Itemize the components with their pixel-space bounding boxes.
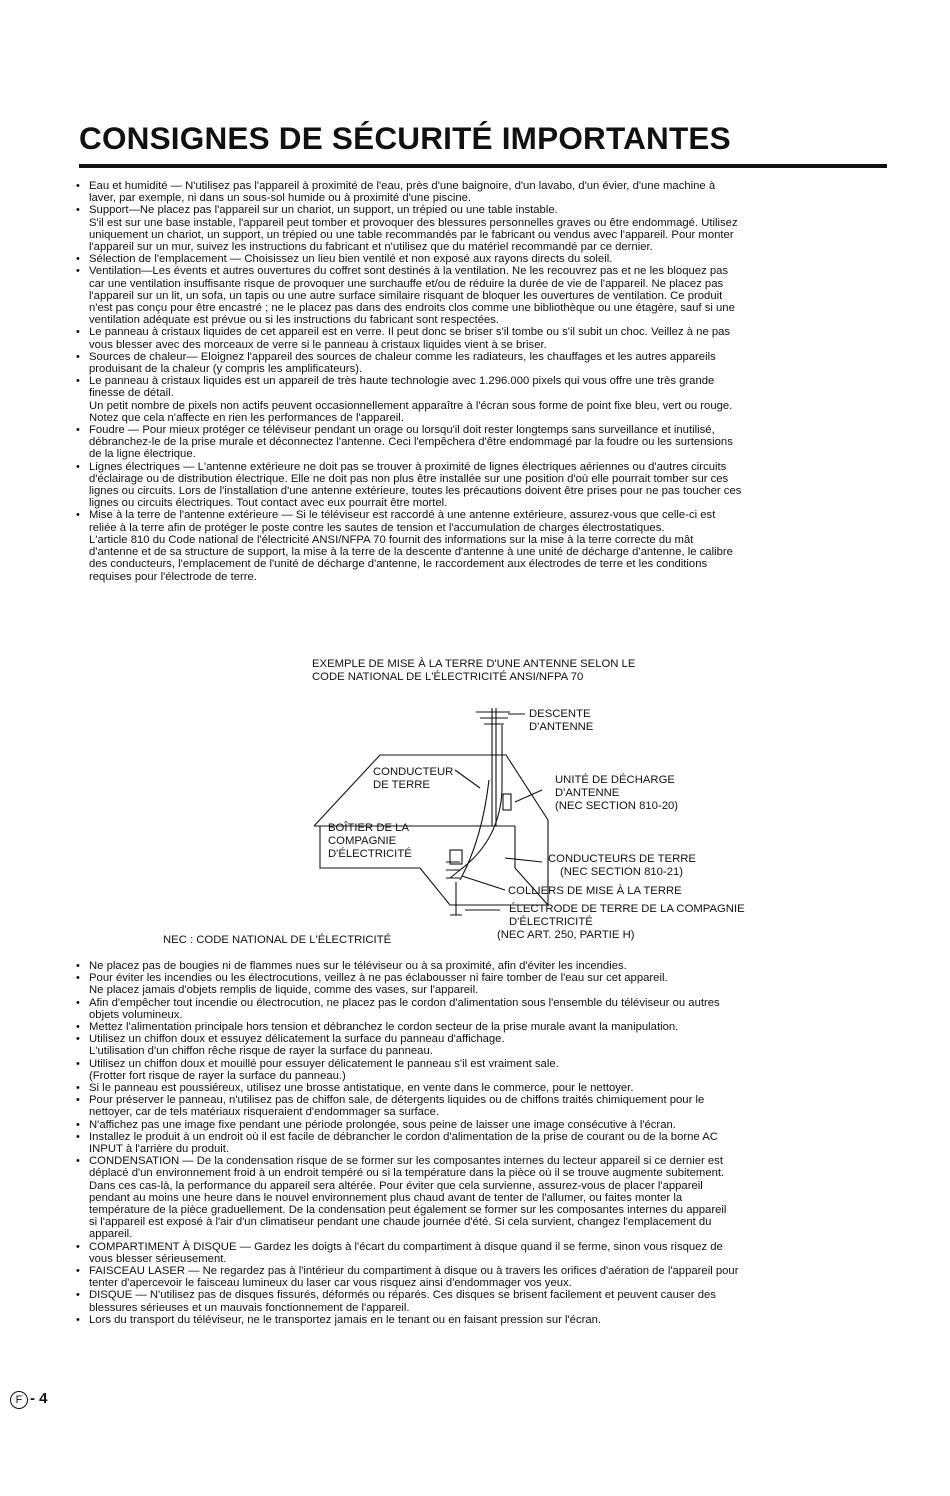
list-item-line: d'éclairage ou de distribution électrique. Elle ne doit pas non plus être installée sur une position d'où elle pourrait tomber sur ces — [89, 472, 729, 485]
list-item — [89, 1021, 889, 1033]
list-item — [89, 375, 889, 424]
language-circle-icon: F — [10, 1391, 28, 1409]
leader-unite — [515, 790, 542, 802]
list-item-line: lignes ou circuits. Lors de l'installation d'une antenne extérieure, toutes les précautions doivent être prises pour ne pas toucher ces — [89, 485, 742, 498]
figure-caption-line: EXEMPLE DE MISE À LA TERRE D'UNE ANTENNE SELON LE — [312, 658, 636, 670]
label-boitier-line: COMPAGNIE — [328, 835, 397, 847]
list-item-line: • FAISCEAU LASER — Ne regardez pas à l'intérieur du compartiment à disque ou à travers les orifices d'aération de l'appareil pour — [89, 1265, 739, 1278]
list-item-line: déplacé d'un environnement froid à un endroit tempéré ou si la température dans la pièce où il se trouve augmente subitement. — [89, 1167, 725, 1180]
list-item-line: ventilation adéquate est prévue ou si les instructions du fabricant sont respectées. — [89, 314, 500, 327]
list-item-line: • DISQUE — N'utilisez pas de disques fissurés, déformés ou réparés. Ces disques se brisent facilement et peuvent causer des — [89, 1289, 716, 1302]
list-item-line: laver, par exemple, ni dans un sous-sol humide ou à proximité d'une piscine. — [89, 192, 472, 205]
list-item-line: • Sources de chaleur— Eloignez l'appareil des sources de chaleur comme les radiateurs, les chauffages et les autres appareils — [89, 350, 716, 363]
list-item-line: • Mettez l'alimentation principale hors tension et débranchez le cordon secteur de la prise murale avant la manipulation. — [89, 1021, 679, 1034]
list-item-line: nettoyer, car de tels matériaux risqueraient d'endommager sa surface. — [89, 1106, 440, 1119]
list-item-line: uniquement un chariot, un support, un trépied ou une table recommandés par le fabricant ou vendus avec l'appareil. Pour monter — [89, 228, 734, 241]
list-item-line: L'article 810 du Code national de l'électricité ANSI/NFPA 70 fournit des informations sur la mise à la terre correcte du mât — [89, 533, 694, 546]
list-item — [89, 265, 889, 326]
list-item-line: blessures sérieuses et un mauvais fonctionnement de l'appareil. — [89, 1301, 410, 1314]
list-item-line: finesse de détail. — [89, 387, 174, 400]
list-item — [89, 204, 889, 253]
list-item-line: • Ne placez pas de bougies ni de flammes nues sur le téléviseur ou à sa proximité, afin d'éviter les incendies. — [89, 960, 627, 972]
list-item-line: requises pour l'électrode de terre. — [89, 570, 257, 583]
list-item — [89, 1265, 889, 1289]
list-item-line: Ne placez jamais d'objets remplis de liquide, comme des vases, sur l'appareil. — [89, 984, 479, 997]
antenna-elements — [476, 712, 510, 724]
label-conducteurs-line: CONDUCTEURS DE TERRE — [548, 853, 696, 865]
list-item — [89, 509, 889, 582]
list-item-line: • Pour préserver le panneau, n'utilisez pas de chiffon sale, de détergents liquides ou de chiffons traités chimiquement pour le — [89, 1094, 705, 1107]
list-item — [89, 253, 889, 265]
grounding-electrode — [450, 882, 462, 915]
list-item — [89, 326, 889, 350]
list-item-line: • Lignes électriques — L'antenne extérieure ne doit pas se trouver à proximité de lignes électriques aériennes ou d'autres circuits — [89, 460, 727, 473]
list-item — [89, 1058, 889, 1082]
list-item — [89, 461, 889, 510]
list-item-line: • Installez le produit à un endroit où il est facile de débrancher le cordon d'alimentation de la prise de courant ou de la borne AC — [89, 1130, 718, 1143]
label-boitier-line: D'ÉLECTRICITÉ — [328, 848, 412, 860]
title-underline — [79, 164, 887, 168]
label-descente — [529, 708, 593, 734]
label-boitier-line: BOÎTIER DE LA — [328, 822, 409, 834]
list-item-line: • COMPARTIMENT À DISQUE — Gardez les doigts à l'écart du compartiment à disque quand il se ferme, sinon vous risquez de — [89, 1240, 723, 1253]
label-descente-line: DESCENTE — [529, 708, 591, 720]
list-item-line: L'utilisation d'un chiffon rêche risque de rayer la surface du panneau. — [89, 1045, 433, 1058]
list-item-line: • Mise à la terre de l'antenne extérieure — Si le téléviseur est raccordé à une antenne extérieure, assurez-vous que celle-ci est — [89, 509, 716, 522]
list-item-line: produisant de la chaleur (y compris les amplificateurs). — [89, 363, 363, 376]
label-conducteur-line: DE TERRE — [373, 779, 430, 791]
list-item-line: température de la pièce graduellement. De la condensation peut également se former sur les composantes internes du appareil — [89, 1204, 727, 1217]
list-item-line: INPUT à l'arrière du produit. — [89, 1143, 230, 1156]
label-electrode-line: ÉLECTRODE DE TERRE DE LA COMPAGNIE — [509, 903, 745, 915]
label-conducteurs-line: (NEC SECTION 810-21) — [560, 866, 684, 878]
list-item-line: Dans ces cas-là, la performance du appareil sera altérée. Pour éviter que cela survienne, assurez-vous de placer l'appareil — [89, 1179, 703, 1192]
list-item-line: lignes ou circuits électriques. Tout contact avec eux pourrait être mortel. — [89, 497, 448, 510]
list-item — [89, 424, 889, 461]
list-item — [89, 1241, 889, 1265]
label-unite-decharge — [555, 774, 678, 813]
list-item — [89, 1289, 889, 1313]
list-item-line: • Afin d'empêcher tout incendie ou électrocution, ne placez pas le cordon d'alimentation sous l'ensemble du téléviseur ou autres — [89, 996, 720, 1009]
list-item-line: d'antenne et de sa structure de support, la mise à la terre de la descente d'antenne à une unité de décharge d'antenne, le calibre — [89, 546, 733, 559]
list-item-line: l'appareil sur un lit, un sofa, un tapis ou une autre surface similaire risquant de bloquer les ouvertures de ventilation. Ce produit — [89, 289, 723, 302]
list-item-line: • Pour éviter les incendies ou les électrocutions, veillez à ne pas éclabousser ni faire tomber de l'eau sur cet appareil. — [89, 972, 668, 985]
list-item — [89, 960, 889, 972]
label-conducteur-line: CONDUCTEUR — [373, 766, 454, 778]
list-item — [89, 1155, 889, 1240]
list-item-line: reliée à la terre afin de protéger le poste contre les sautes de tension et l'accumulation de charges électrostatiques. — [89, 521, 665, 534]
list-item-line: tenter d'apercevoir le faisceau lumineux du laser car vous risquez ainsi d'endommager vos yeux. — [89, 1277, 572, 1290]
label-electrode — [497, 903, 745, 942]
label-unite-line: (NEC SECTION 810-20) — [555, 800, 679, 812]
list-item-line: • Ventilation—Les évents et autres ouvertures du coffret sont destinés à la ventilation. Ne les recouvrez pas et ne les bloquez pas — [89, 265, 729, 278]
label-conducteur-de-terre — [373, 766, 453, 792]
list-item-line: • CONDENSATION — De la condensation risque de se former sur les composantes internes du lecteur appareil si ce dernier est — [89, 1155, 723, 1168]
label-electrode-line: (NEC ART. 250, PARTIE H) — [497, 929, 635, 941]
label-boitier — [328, 822, 412, 861]
list-item — [89, 1314, 889, 1326]
page-number — [10, 1390, 48, 1409]
list-item-line: vous blesser avec des morceaux de verre si le panneau à cristaux liquides vient à se briser. — [89, 338, 547, 351]
list-item — [89, 1094, 889, 1118]
list-item — [89, 1082, 889, 1094]
list-item — [89, 1119, 889, 1131]
list-item-line: • Lors du transport du téléviseur, ne le transportez jamais en le tenant ou en faisant pression sur l'écran. — [89, 1313, 602, 1326]
list-item-line: • Utilisez un chiffon doux et mouillé pour essuyer délicatement le panneau s'il est vraiment sale. — [89, 1057, 559, 1070]
list-item — [89, 997, 889, 1021]
list-item-line: • Support—Ne placez pas l'appareil sur un chariot, un support, un trépied ou une table instable. — [89, 204, 558, 217]
figure-caption-line: CODE NATIONAL DE L'ÉLECTRICITÉ ANSI/NFPA 70 — [312, 671, 584, 683]
list-item-line: car une ventilation insuffisante risque de provoquer une surchauffe et/ou de réduire la durée de vie de l'appareil. Ne placez pas — [89, 277, 724, 290]
list-item-line: • Sélection de l'emplacement — Choisissez un lieu bien ventilé et non exposé aux rayons directs du soleil. — [89, 253, 613, 266]
page-number-text: - 4 — [30, 1390, 48, 1407]
figure-caption — [312, 658, 772, 684]
page-title: CONSIGNES DE SÉCURITÉ IMPORTANTES — [79, 120, 731, 156]
list-item-line: vous blesser sérieusement. — [89, 1252, 227, 1265]
list-item — [89, 180, 889, 204]
list-item-line: appareil. — [89, 1228, 133, 1241]
list-item-line: • Le panneau à cristaux liquides de cet appareil est en verre. Il peut donc se briser s'il tombe ou s'il subit un choc. Veillez à ne pas — [89, 326, 731, 339]
leader-colliers — [462, 876, 505, 890]
list-item-line: (Frotter fort risque de rayer la surface du panneau.) — [89, 1069, 346, 1082]
discharge-unit — [503, 794, 511, 810]
list-item-line: Notez que cela n'affecte en rien les performances de l'appareil. — [89, 411, 404, 424]
list-item-line: • Utilisez un chiffon doux et essuyez délicatement la surface du panneau d'affichage. — [89, 1033, 505, 1046]
leader-conducteur — [455, 770, 480, 788]
safety-list-top — [89, 180, 889, 583]
label-nec: NEC : CODE NATIONAL DE L'ÉLECTRICITÉ — [163, 934, 392, 946]
lead-in-wire — [450, 725, 502, 878]
list-item-line: • Eau et humidité — N'utilisez pas l'appareil à proximité de l'eau, près d'une baignoire, d'un lavabo, d'un évier, d'une machine à — [89, 180, 716, 192]
list-item-line: l'appareil sur un mur, suivez les instructions du fabricant et n'utilisez que du matériel recommandé par ce dernier. — [89, 241, 653, 254]
list-item-line: Un petit nombre de pixels non actifs peuvent occasionnellement apparaître à l'écran sous forme de point fixe bleu, vert ou rouge. — [89, 399, 733, 412]
list-item — [89, 1131, 889, 1155]
label-descente-line: D'ANTENNE — [529, 721, 594, 733]
list-item-line: • N'affichez pas une image fixe pendant une période prolongée, sous peine de laisser une image consécutive à l'écran. — [89, 1118, 676, 1131]
safety-list-bottom — [89, 960, 889, 1326]
list-item-line: pendant au moins une heure dans le nouvel environnement plus chaud avant de tenter de l'allumer, ou faites monter la — [89, 1191, 683, 1204]
list-item-line: débranchez-le de la prise murale et déconnectez l'antenne. Ceci l'empêchera d'être endommagé par la foudre ou les surtensions — [89, 436, 733, 449]
list-item-line: n'est pas conçu pour être encastré ; ne le placez pas dans des endroits clos comme une bibliothèque ou une étagère, sauf si une — [89, 302, 735, 315]
label-electrode-line: D'ÉLECTRICITÉ — [509, 916, 593, 928]
list-item-line: objets volumineux. — [89, 1008, 183, 1021]
list-item — [89, 351, 889, 375]
list-item — [89, 972, 889, 996]
label-conducteurs-terre — [548, 853, 696, 879]
label-colliers-line: COLLIERS DE MISE À LA TERRE — [508, 885, 682, 897]
label-colliers — [508, 885, 682, 898]
list-item-line: de la ligne électrique. — [89, 448, 196, 461]
leader-conducteurs — [505, 858, 542, 862]
label-unite-line: UNITÉ DE DÉCHARGE — [555, 774, 675, 786]
ground-wire — [460, 780, 489, 880]
list-item-line: • Si le panneau est poussiéreux, utilisez une brosse antistatique, en vente dans le commerce, pour le nettoyer. — [89, 1082, 634, 1095]
list-item-line: • Foudre — Pour mieux protéger ce téléviseur pendant un orage ou lorsqu'il doit rester longtemps sans surveillance et inutilisé, — [89, 424, 715, 437]
list-item — [89, 1033, 889, 1057]
list-item-line: S'il est sur une base instable, l'appareil peut tomber et provoquer des blessures personnelles graves ou être endommagé. Utilisez — [89, 216, 738, 229]
list-item-line: • Le panneau à cristaux liquides est un appareil de très haute technologie avec 1.296.000 pixels qui vous offre une très grande — [89, 375, 715, 388]
label-unite-line: D'ANTENNE — [555, 787, 620, 799]
list-item-line: si l'appareil est exposé à l'air d'un climatiseur pendant une chaude journée d'été. Si cela survient, changez l'emplacement du — [89, 1216, 712, 1229]
list-item-line: des conducteurs, l'emplacement de l'unité de décharge d'antenne, le raccordement aux électrodes de terre et les conditions — [89, 558, 708, 571]
